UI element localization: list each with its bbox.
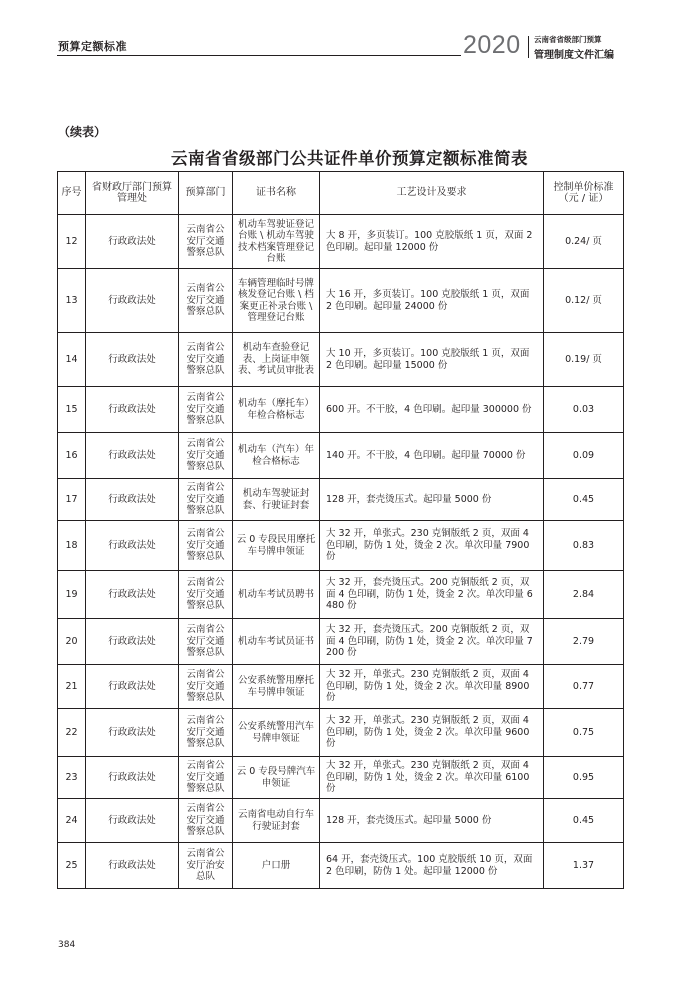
cell-price: 0.77 [544,665,624,709]
table-row [58,709,624,757]
table-row [58,619,624,665]
cell-no: 22 [58,709,86,757]
running-header-book-line1: 云南省省级部门预算 [534,35,602,44]
cell-price: 1.37 [544,843,624,889]
cell-spec: 大 32 开，套壳烫压式。200 克铜版纸 2 页，双面 4 色印刷，防伪 1 处，烫金 2 次。单次印量 6480 份 [320,571,544,619]
cell-name: 车辆管理临时号牌核发登记台账 \ 档案更正补录台账 \ 管理登记台账 [233,269,320,333]
table-body [58,215,624,889]
cell-no: 24 [58,799,86,843]
cell-spec: 大 10 开，多页装订。100 克胶版纸 1 页，双面 2 色印刷。起印量 15000 份 [320,333,544,387]
table-row [58,799,624,843]
table-row [58,571,624,619]
cell-dept: 云南省公安厅交通警察总队 [179,619,233,665]
cell-spec: 128 开，套壳烫压式。起印量 5000 份 [320,479,544,521]
cell-name: 机动车查验登记表、上岗证申领表、考试员审批表 [233,333,320,387]
cell-name: 公安系统警用摩托车号牌申领证 [233,665,320,709]
cell-no: 16 [58,433,86,479]
cell-no: 21 [58,665,86,709]
cell-spec: 大 32 开，套壳烫压式。200 克铜版纸 2 页，双面 4 色印刷，防伪 1 处，烫金 2 次。单次印量 7200 份 [320,619,544,665]
cell-dept: 云南省公安厅交通警察总队 [179,709,233,757]
table-row [58,665,624,709]
cell-office: 行政政法处 [86,709,179,757]
cell-office: 行政政法处 [86,387,179,433]
cell-office: 行政政法处 [86,843,179,889]
page-number: 384 [58,940,76,950]
continued-label: （续表） [58,125,107,139]
cell-office: 行政政法处 [86,757,179,799]
cell-price: 0.83 [544,521,624,571]
cell-price: 0.09 [544,433,624,479]
table-row [58,479,624,521]
cell-price: 0.24/ 页 [544,215,624,269]
cell-name: 公安系统警用汽车号牌申领证 [233,709,320,757]
col-header-office: 省财政厅部门预算管理处 [86,172,179,215]
running-header-year: 2020 [463,31,521,59]
cell-office: 行政政法处 [86,665,179,709]
table-row [58,433,624,479]
table-row [58,387,624,433]
cell-office: 行政政法处 [86,433,179,479]
cell-office: 行政政法处 [86,479,179,521]
cell-dept: 云南省公安厅交通警察总队 [179,479,233,521]
cell-price: 0.12/ 页 [544,269,624,333]
cell-name: 机动车考试员证书 [233,619,320,665]
table-row [58,757,624,799]
cell-price: 0.45 [544,799,624,843]
col-header-price: 控制单价标准（元 / 证） [544,172,624,215]
cell-name: 云 0 专段民用摩托车号牌申领证 [233,521,320,571]
cell-price: 0.19/ 页 [544,333,624,387]
cell-no: 19 [58,571,86,619]
col-header-spec: 工艺设计及要求 [320,172,544,215]
table-row [58,269,624,333]
table-header-row [58,172,624,215]
quota-table [57,171,624,889]
cell-spec: 大 8 开，多页装订。100 克胶版纸 1 页，双面 2 色印刷。起印量 12000 份 [320,215,544,269]
cell-dept: 云南省公安厅治安总队 [179,843,233,889]
cell-no: 12 [58,215,86,269]
table-row [58,521,624,571]
cell-spec: 大 32 开，单张式。230 克铜版纸 2 页，双面 4 色印刷，防伪 1 处，烫金 2 次。单次印量 6100 份 [320,757,544,799]
col-header-dept: 预算部门 [179,172,233,215]
cell-office: 行政政法处 [86,215,179,269]
cell-no: 25 [58,843,86,889]
cell-price: 0.75 [544,709,624,757]
cell-dept: 云南省公安厅交通警察总队 [179,433,233,479]
cell-name: 云南省电动自行车行驶证封套 [233,799,320,843]
cell-spec: 大 32 开，单张式。230 克铜版纸 2 页，双面 4 色印刷，防伪 1 处，烫金 2 次。单次印量 7900 份 [320,521,544,571]
header-divider [528,36,529,58]
cell-office: 行政政法处 [86,521,179,571]
cell-no: 13 [58,269,86,333]
cell-spec: 64 开，套壳烫压式。100 克胶版纸 10 页，双面 2 色印刷，防伪 1 处。起印量 12000 份 [320,843,544,889]
running-header-book-line2: 管理制度文件汇编 [534,50,614,61]
cell-office: 行政政法处 [86,799,179,843]
cell-price: 0.45 [544,479,624,521]
cell-no: 18 [58,521,86,571]
cell-spec: 140 开。不干胶，4 色印刷。起印量 70000 份 [320,433,544,479]
cell-office: 行政政法处 [86,619,179,665]
cell-price: 2.84 [544,571,624,619]
cell-price: 0.95 [544,757,624,799]
cell-dept: 云南省公安厅交通警察总队 [179,269,233,333]
cell-name: 机动车（汽车）年检合格标志 [233,433,320,479]
cell-office: 行政政法处 [86,333,179,387]
cell-name: 机动车驾驶证封套、行驶证封套 [233,479,320,521]
cell-spec: 大 16 开，多页装订。100 克胶版纸 1 页，双面 2 色印刷。起印量 24000 份 [320,269,544,333]
cell-no: 15 [58,387,86,433]
cell-dept: 云南省公安厅交通警察总队 [179,215,233,269]
cell-dept: 云南省公安厅交通警察总队 [179,387,233,433]
running-header-section: 预算定额标准 [58,40,127,53]
cell-spec: 大 32 开，单张式。230 克铜版纸 2 页，双面 4 色印刷，防伪 1 处，烫金 2 次。单次印量 9600 份 [320,709,544,757]
cell-no: 17 [58,479,86,521]
cell-no: 23 [58,757,86,799]
cell-dept: 云南省公安厅交通警察总队 [179,333,233,387]
table-row [58,215,624,269]
cell-spec: 128 开，套壳烫压式。起印量 5000 份 [320,799,544,843]
cell-dept: 云南省公安厅交通警察总队 [179,521,233,571]
cell-office: 行政政法处 [86,269,179,333]
cell-name: 户口册 [233,843,320,889]
table-title: 云南省省级部门公共证件单价预算定额标准简表 [171,149,528,168]
cell-dept: 云南省公安厅交通警察总队 [179,757,233,799]
cell-name: 机动车（摩托车）年检合格标志 [233,387,320,433]
cell-office: 行政政法处 [86,571,179,619]
cell-name: 机动车驾驶证登记台账 \ 机动车驾驶技术档案管理登记台账 [233,215,320,269]
cell-dept: 云南省公安厅交通警察总队 [179,571,233,619]
cell-name: 机动车考试员聘书 [233,571,320,619]
cell-price: 0.03 [544,387,624,433]
cell-dept: 云南省公安厅交通警察总队 [179,665,233,709]
cell-spec: 大 32 开，单张式。230 克铜版纸 2 页，双面 4 色印刷，防伪 1 处，烫金 2 次。单次印量 8900 份 [320,665,544,709]
table-row [58,843,624,889]
cell-no: 14 [58,333,86,387]
cell-no: 20 [58,619,86,665]
cell-dept: 云南省公安厅交通警察总队 [179,799,233,843]
cell-spec: 600 开。不干胶，4 色印刷。起印量 300000 份 [320,387,544,433]
table-row [58,333,624,387]
header-rule [57,55,461,56]
cell-price: 2.79 [544,619,624,665]
col-header-name: 证书名称 [233,172,320,215]
cell-name: 云 0 专段号牌汽车申领证 [233,757,320,799]
col-header-no: 序号 [58,172,86,215]
